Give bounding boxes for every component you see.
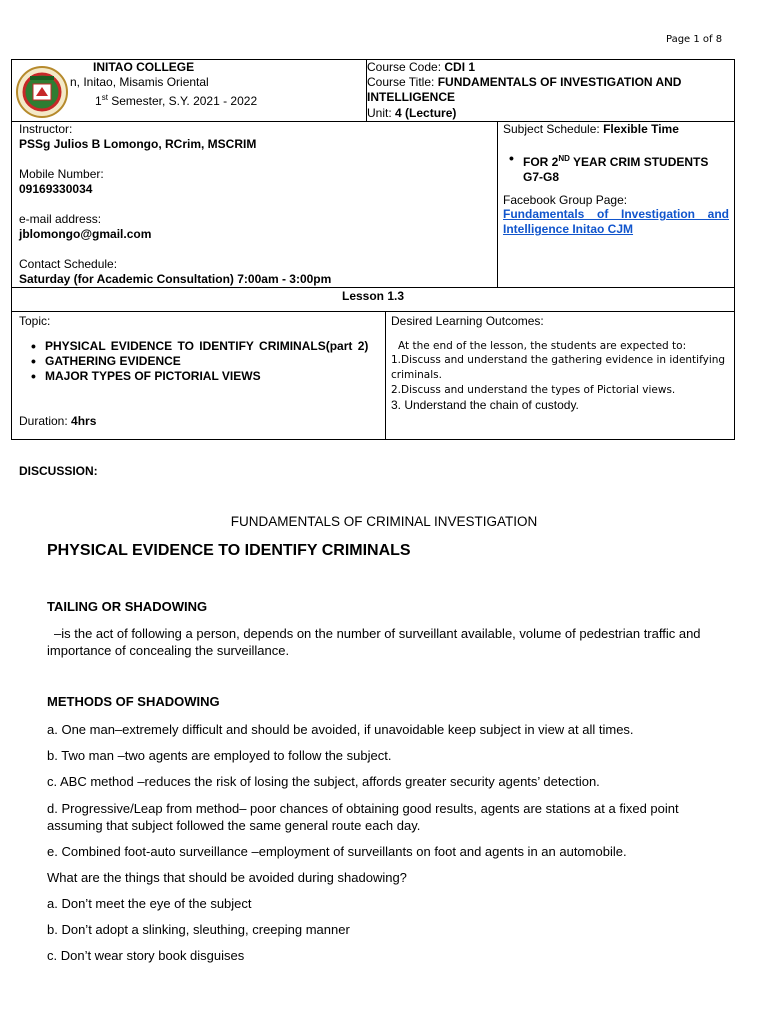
course-code: Course Code: CDI 1 — [367, 60, 476, 74]
instructor-label: Instructor: — [19, 122, 73, 136]
outcome-1: 1.Discuss and understand the gathering evidence in identifying criminals. — [391, 354, 726, 381]
discussion-subtitle: FUNDAMENTALS OF CRIMINAL INVESTIGATION — [230, 514, 538, 529]
tailing-text: –is the act of following a person, depends on the number of surveillant available, volume of pedestrian traffic and importance of concealing the surveillance. — [47, 626, 701, 658]
duration: Duration: 4hrs — [19, 414, 97, 428]
subject-schedule: Subject Schedule: Flexible Time — [503, 122, 679, 136]
instructor-name: PSSg Julios B Lomongo, RCrim, MSCRIM — [19, 137, 257, 151]
email-label: e-mail address: — [19, 212, 102, 226]
mobile-label: Mobile Number: — [19, 167, 104, 181]
mobile-number: 09169330034 — [19, 182, 93, 196]
facebook-group-link[interactable]: Fundamentals of Investigation and Intelligence Initao CJM — [503, 207, 729, 236]
avoid-question: What are the things that should be avoided during shadowing? — [47, 870, 407, 885]
college-address: n, Initao, Misamis Oriental — [70, 75, 209, 89]
discussion-title: PHYSICAL EVIDENCE TO IDENTIFY CRIMINALS — [47, 542, 411, 559]
course-title: Course Title: FUNDAMENTALS OF INVESTIGATION AND INTELLIGENCE — [367, 75, 682, 104]
topic-item: • MAJOR TYPES OF PICTORIAL VIEWS — [29, 369, 379, 384]
outcomes-intro: At the end of the lesson, the students are expected to: — [398, 340, 687, 352]
course-unit: Unit: 4 (Lecture) — [367, 106, 457, 120]
email-address[interactable]: jblomongo@gmail.com — [19, 227, 152, 241]
method-item: b. Two man –two agents are employed to follow the subject. — [47, 748, 392, 763]
contact-schedule: Saturday (for Academic Consultation) 7:00am - 3:00pm — [19, 272, 332, 286]
topic-item: • PHYSICAL EVIDENCE TO IDENTIFY CRIMINALS(part 2) — [29, 339, 379, 354]
semester-line: 1st Semester, S.Y. 2021 - 2022 — [95, 93, 258, 108]
college-seal-logo — [16, 66, 68, 118]
facebook-label: Facebook Group Page: — [503, 193, 628, 207]
avoid-item: b. Don’t adopt a slinking, sleuthing, creeping manner — [47, 922, 350, 937]
topic-label: Topic: — [19, 314, 51, 328]
method-item: e. Combined foot-auto surveillance –employment of surveillants on foot and agents in an automobile. — [47, 844, 627, 859]
outcome-3: 3. Understand the chain of custody. — [391, 398, 579, 412]
method-item: d. Progressive/Leap from method– poor chances of obtaining good results, agents are stations at a fixed point assuming that subject followed the same general route each day. — [47, 801, 679, 833]
topic-item: • GATHERING EVIDENCE — [29, 354, 379, 369]
college-name: INITAO COLLEGE — [93, 60, 195, 74]
avoid-item: c. Don’t wear story book disguises — [47, 948, 245, 963]
methods-heading: METHODS OF SHADOWING — [47, 694, 220, 709]
outcomes-label: Desired Learning Outcomes: — [391, 314, 544, 328]
outcome-2: 2.Discuss and understand the types of Pictorial views. — [391, 384, 676, 396]
discussion-label: DISCUSSION: — [19, 464, 98, 478]
topic-list — [45, 339, 379, 384]
lesson-number: Lesson 1.3 — [341, 289, 405, 303]
contact-label: Contact Schedule: — [19, 257, 118, 271]
year-students-item: • FOR 2ND YEAR CRIM STUDENTS G7-G8 — [507, 151, 729, 185]
avoid-item: a. Don’t meet the eye of the subject — [47, 896, 252, 911]
tailing-heading: TAILING OR SHADOWING — [47, 599, 208, 614]
page-number: Page 1 of 8 — [666, 34, 723, 45]
method-item: a. One man–extremely difficult and should be avoided, if unavoidable keep subject in view at all times. — [47, 722, 634, 737]
method-item: c. ABC method –reduces the risk of losing the subject, affords greater security agents’ detection. — [47, 774, 600, 789]
